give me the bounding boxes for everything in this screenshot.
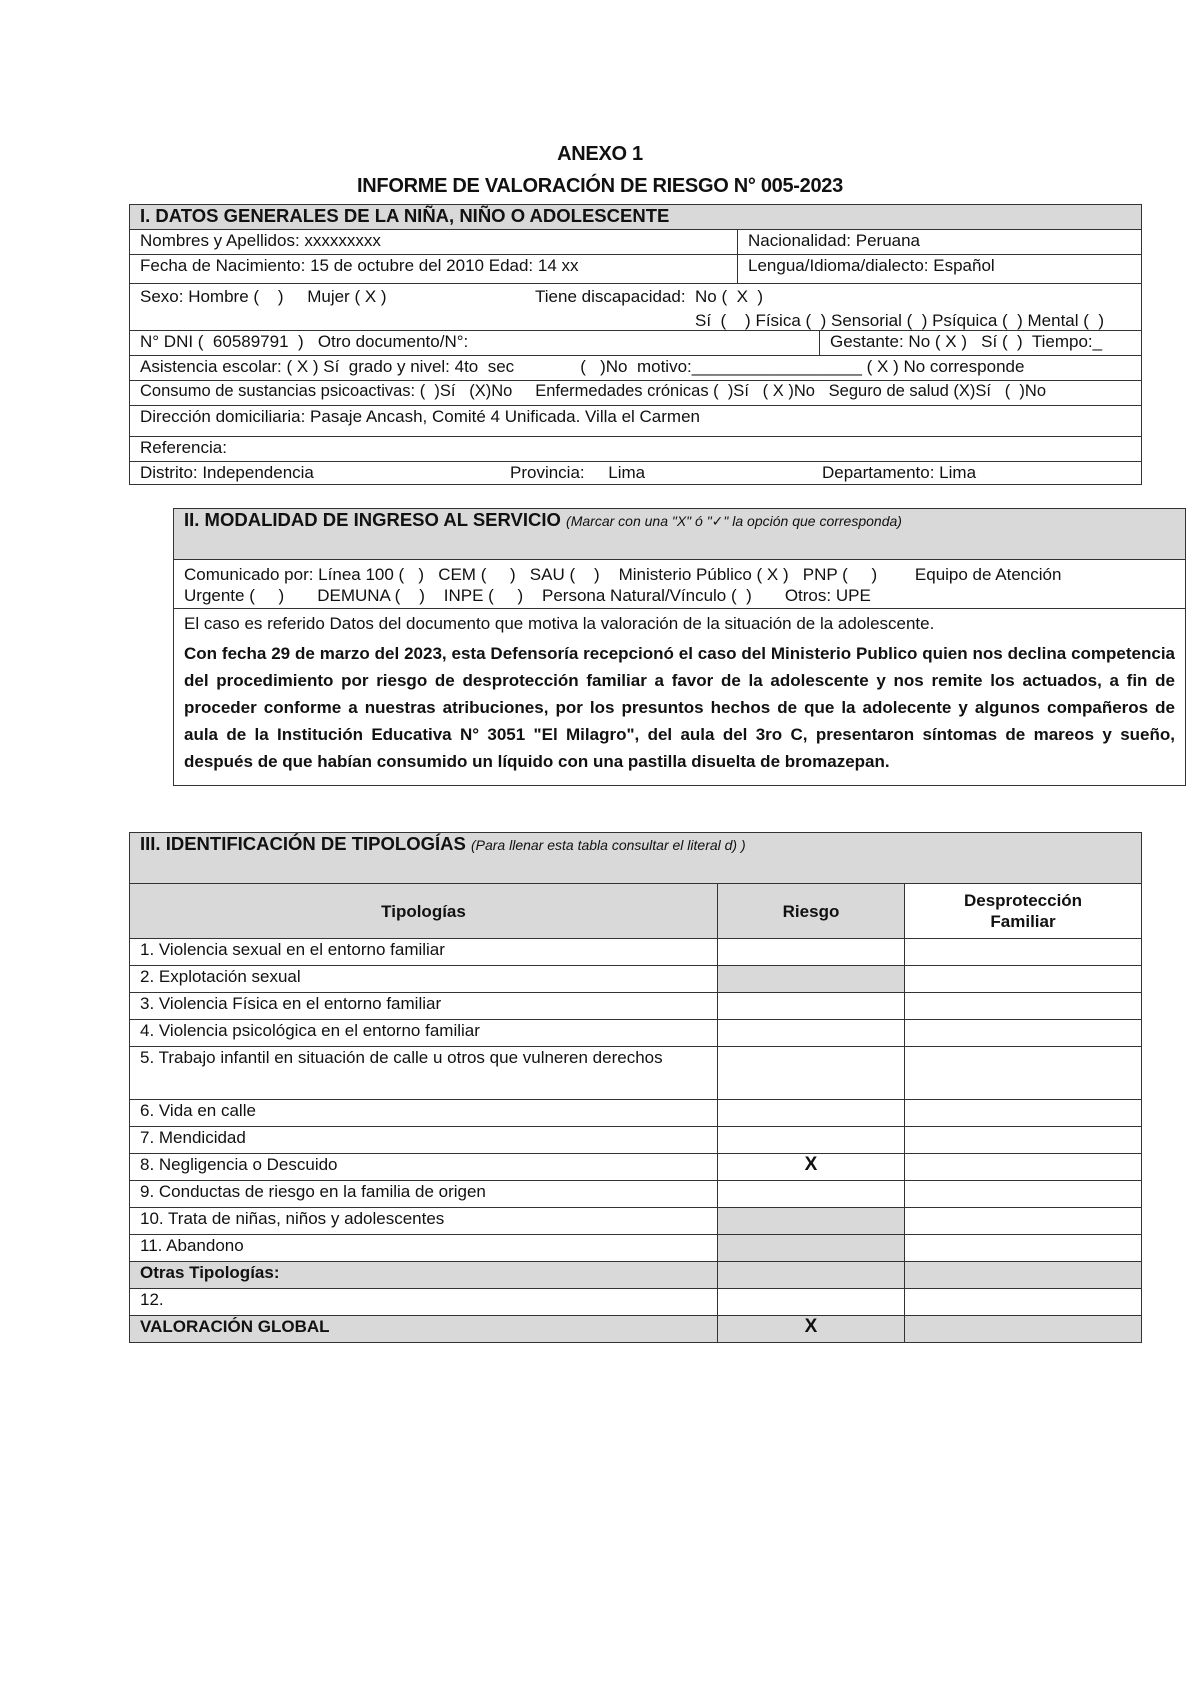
global-assessment-riesgo: X xyxy=(718,1316,905,1343)
field-nombres: Nombres y Apellidos: xxxxxxxxx xyxy=(130,230,738,255)
global-assessment-label: VALORACIÓN GLOBAL xyxy=(130,1316,718,1343)
field-consumo: Consumo de sustancias psicoactivas: ( )Sí (X)No Enfermedades crónicas ( )Sí ( X )No Seguro de salud (X)Sí ( )No xyxy=(130,381,1142,406)
row-riesgo xyxy=(718,1235,905,1262)
row-riesgo xyxy=(718,1100,905,1127)
section3-title: III. IDENTIFICACIÓN DE TIPOLOGÍAS xyxy=(140,833,466,854)
row-label: 10. Trata de niñas, niños y adolescentes xyxy=(130,1208,718,1235)
field-asistencia: Asistencia escolar: ( X ) Sí grado y nivel: 4to sec ( )No motivo:__________________ ( X ) No corresponde xyxy=(130,356,1142,381)
section3-header xyxy=(130,833,1142,884)
table-row xyxy=(130,1047,1142,1100)
table-row xyxy=(130,1127,1142,1154)
table-row xyxy=(130,993,1142,1020)
field-sexo-discapacidad xyxy=(130,284,1142,331)
row-desproteccion xyxy=(905,1181,1142,1208)
row-desproteccion xyxy=(905,966,1142,993)
row-riesgo: X xyxy=(718,1154,905,1181)
row-desproteccion xyxy=(905,939,1142,966)
field-discapacidad: Tiene discapacidad: No ( X ) xyxy=(535,287,764,306)
row-desproteccion xyxy=(905,1100,1142,1127)
col-tipologias: Tipologías xyxy=(130,884,718,939)
col-desproteccion: Desprotección Familiar xyxy=(905,884,1142,939)
section2-header xyxy=(174,509,1186,560)
row-desproteccion xyxy=(905,993,1142,1020)
row-riesgo xyxy=(718,939,905,966)
row-label: 6. Vida en calle xyxy=(130,1100,718,1127)
row-12-riesgo xyxy=(718,1289,905,1316)
section3-note: (Para llenar esta tabla consultar el literal d) ) xyxy=(470,837,746,853)
row-label: 7. Mendicidad xyxy=(130,1127,718,1154)
table-row xyxy=(130,1154,1142,1181)
row-label: 11. Abandono xyxy=(130,1235,718,1262)
typologies-table xyxy=(129,832,1142,1343)
row-desproteccion xyxy=(905,1235,1142,1262)
row-riesgo xyxy=(718,1208,905,1235)
field-discapacidad-tipos: Sí ( ) Física ( ) Sensorial ( ) Psíquica ( ) Mental ( ) xyxy=(695,311,1105,330)
other-typologies-riesgo xyxy=(718,1262,905,1289)
field-comunicado xyxy=(174,560,1186,609)
field-sexo: Sexo: Hombre ( ) Mujer ( X ) xyxy=(140,287,387,306)
table-row xyxy=(130,1020,1142,1047)
table-row xyxy=(130,1208,1142,1235)
row-desproteccion xyxy=(905,1047,1142,1100)
other-typologies-label: Otras Tipologías: xyxy=(130,1262,718,1289)
field-provincia: Provincia: Lima xyxy=(510,463,646,482)
row-riesgo xyxy=(718,966,905,993)
case-referral-text: El caso es referido Datos del documento que motiva la valoración de la situación de la adolescente. xyxy=(184,614,935,633)
other-typologies-desproteccion xyxy=(905,1262,1142,1289)
intake-modality-table xyxy=(173,508,1186,786)
field-comunicado-line2: Urgente ( ) DEMUNA ( ) INPE ( ) Persona Natural/Vínculo ( ) Otros: UPE xyxy=(184,586,871,605)
table-row xyxy=(130,1100,1142,1127)
row-riesgo xyxy=(718,1020,905,1047)
row-desproteccion xyxy=(905,1154,1142,1181)
field-comunicado-line1: Comunicado por: Línea 100 ( ) CEM ( ) SAU ( ) Ministerio Público ( X ) PNP ( ) Equipo de Atención xyxy=(184,565,1062,584)
field-gestante: Gestante: No ( X ) Sí ( ) Tiempo:_ xyxy=(820,331,1142,356)
row-desproteccion xyxy=(905,1127,1142,1154)
table-row xyxy=(130,1181,1142,1208)
row-label: 1. Violencia sexual en el entorno familiar xyxy=(130,939,718,966)
table-row xyxy=(130,1235,1142,1262)
table-row xyxy=(130,939,1142,966)
global-assessment-desproteccion xyxy=(905,1316,1142,1343)
field-ubicacion xyxy=(130,462,1142,485)
case-description xyxy=(174,609,1186,786)
section2-note: (Marcar con una "X" ó "✓" la opción que corresponda) xyxy=(566,513,902,529)
general-data-table xyxy=(129,204,1142,485)
field-distrito: Distrito: Independencia xyxy=(140,463,314,482)
row-riesgo xyxy=(718,1127,905,1154)
row-12-desproteccion xyxy=(905,1289,1142,1316)
row-riesgo xyxy=(718,1181,905,1208)
field-dni: N° DNI ( 60589791 ) Otro documento/N°: xyxy=(130,331,820,356)
row-label: 9. Conductas de riesgo en la familia de origen xyxy=(130,1181,718,1208)
case-narrative: Con fecha 29 de marzo del 2023, esta Defensoría recepcionó el caso del Ministerio Publico quien nos declina competencia del procedimiento por riesgo de desprotección familiar a favor de la adolescente y nos remite los actuados, a fin de proceder conforme a nuestras atribuciones, por los presuntos hechos de que la adolecente y algunos compañeros de aula de la Institución Educativa N° 3051 "El Milagro", del aula del 3ro C, presentaron síntomas de mareos y sueño, después de que habían consumido un líquido con una pastilla disuelta de bromazepan. xyxy=(184,644,1175,771)
report-title: INFORME DE VALORACIÓN DE RIESGO N° 005-2023 xyxy=(357,175,843,197)
field-direccion: Dirección domiciliaria: Pasaje Ancash, Comité 4 Unificada. Villa el Carmen xyxy=(130,406,1142,437)
row-riesgo xyxy=(718,1047,905,1100)
row-label: 5. Trabajo infantil en situación de calle u otros que vulneren derechos xyxy=(130,1047,718,1100)
row-label: 2. Explotación sexual xyxy=(130,966,718,993)
annex-title: ANEXO 1 xyxy=(557,143,643,165)
row-label: 3. Violencia Física en el entorno familiar xyxy=(130,993,718,1020)
field-fecha-nacimiento: Fecha de Nacimiento: 15 de octubre del 2010 Edad: 14 xx xyxy=(130,255,738,284)
row-label: 8. Negligencia o Descuido xyxy=(130,1154,718,1181)
table-row xyxy=(130,966,1142,993)
row-desproteccion xyxy=(905,1020,1142,1047)
section1-header: I. DATOS GENERALES DE LA NIÑA, NIÑO O ADOLESCENTE xyxy=(130,205,1142,230)
field-nacionalidad: Nacionalidad: Peruana xyxy=(738,230,1142,255)
field-lengua: Lengua/Idioma/dialecto: Español xyxy=(738,255,1142,284)
row-riesgo xyxy=(718,993,905,1020)
col-riesgo: Riesgo xyxy=(718,884,905,939)
section2-title: II. MODALIDAD DE INGRESO AL SERVICIO xyxy=(184,509,561,530)
row-12-label: 12. xyxy=(130,1289,718,1316)
row-label: 4. Violencia psicológica en el entorno familiar xyxy=(130,1020,718,1047)
field-referencia: Referencia: xyxy=(130,437,1142,462)
field-departamento: Departamento: Lima xyxy=(822,463,977,482)
row-desproteccion xyxy=(905,1208,1142,1235)
